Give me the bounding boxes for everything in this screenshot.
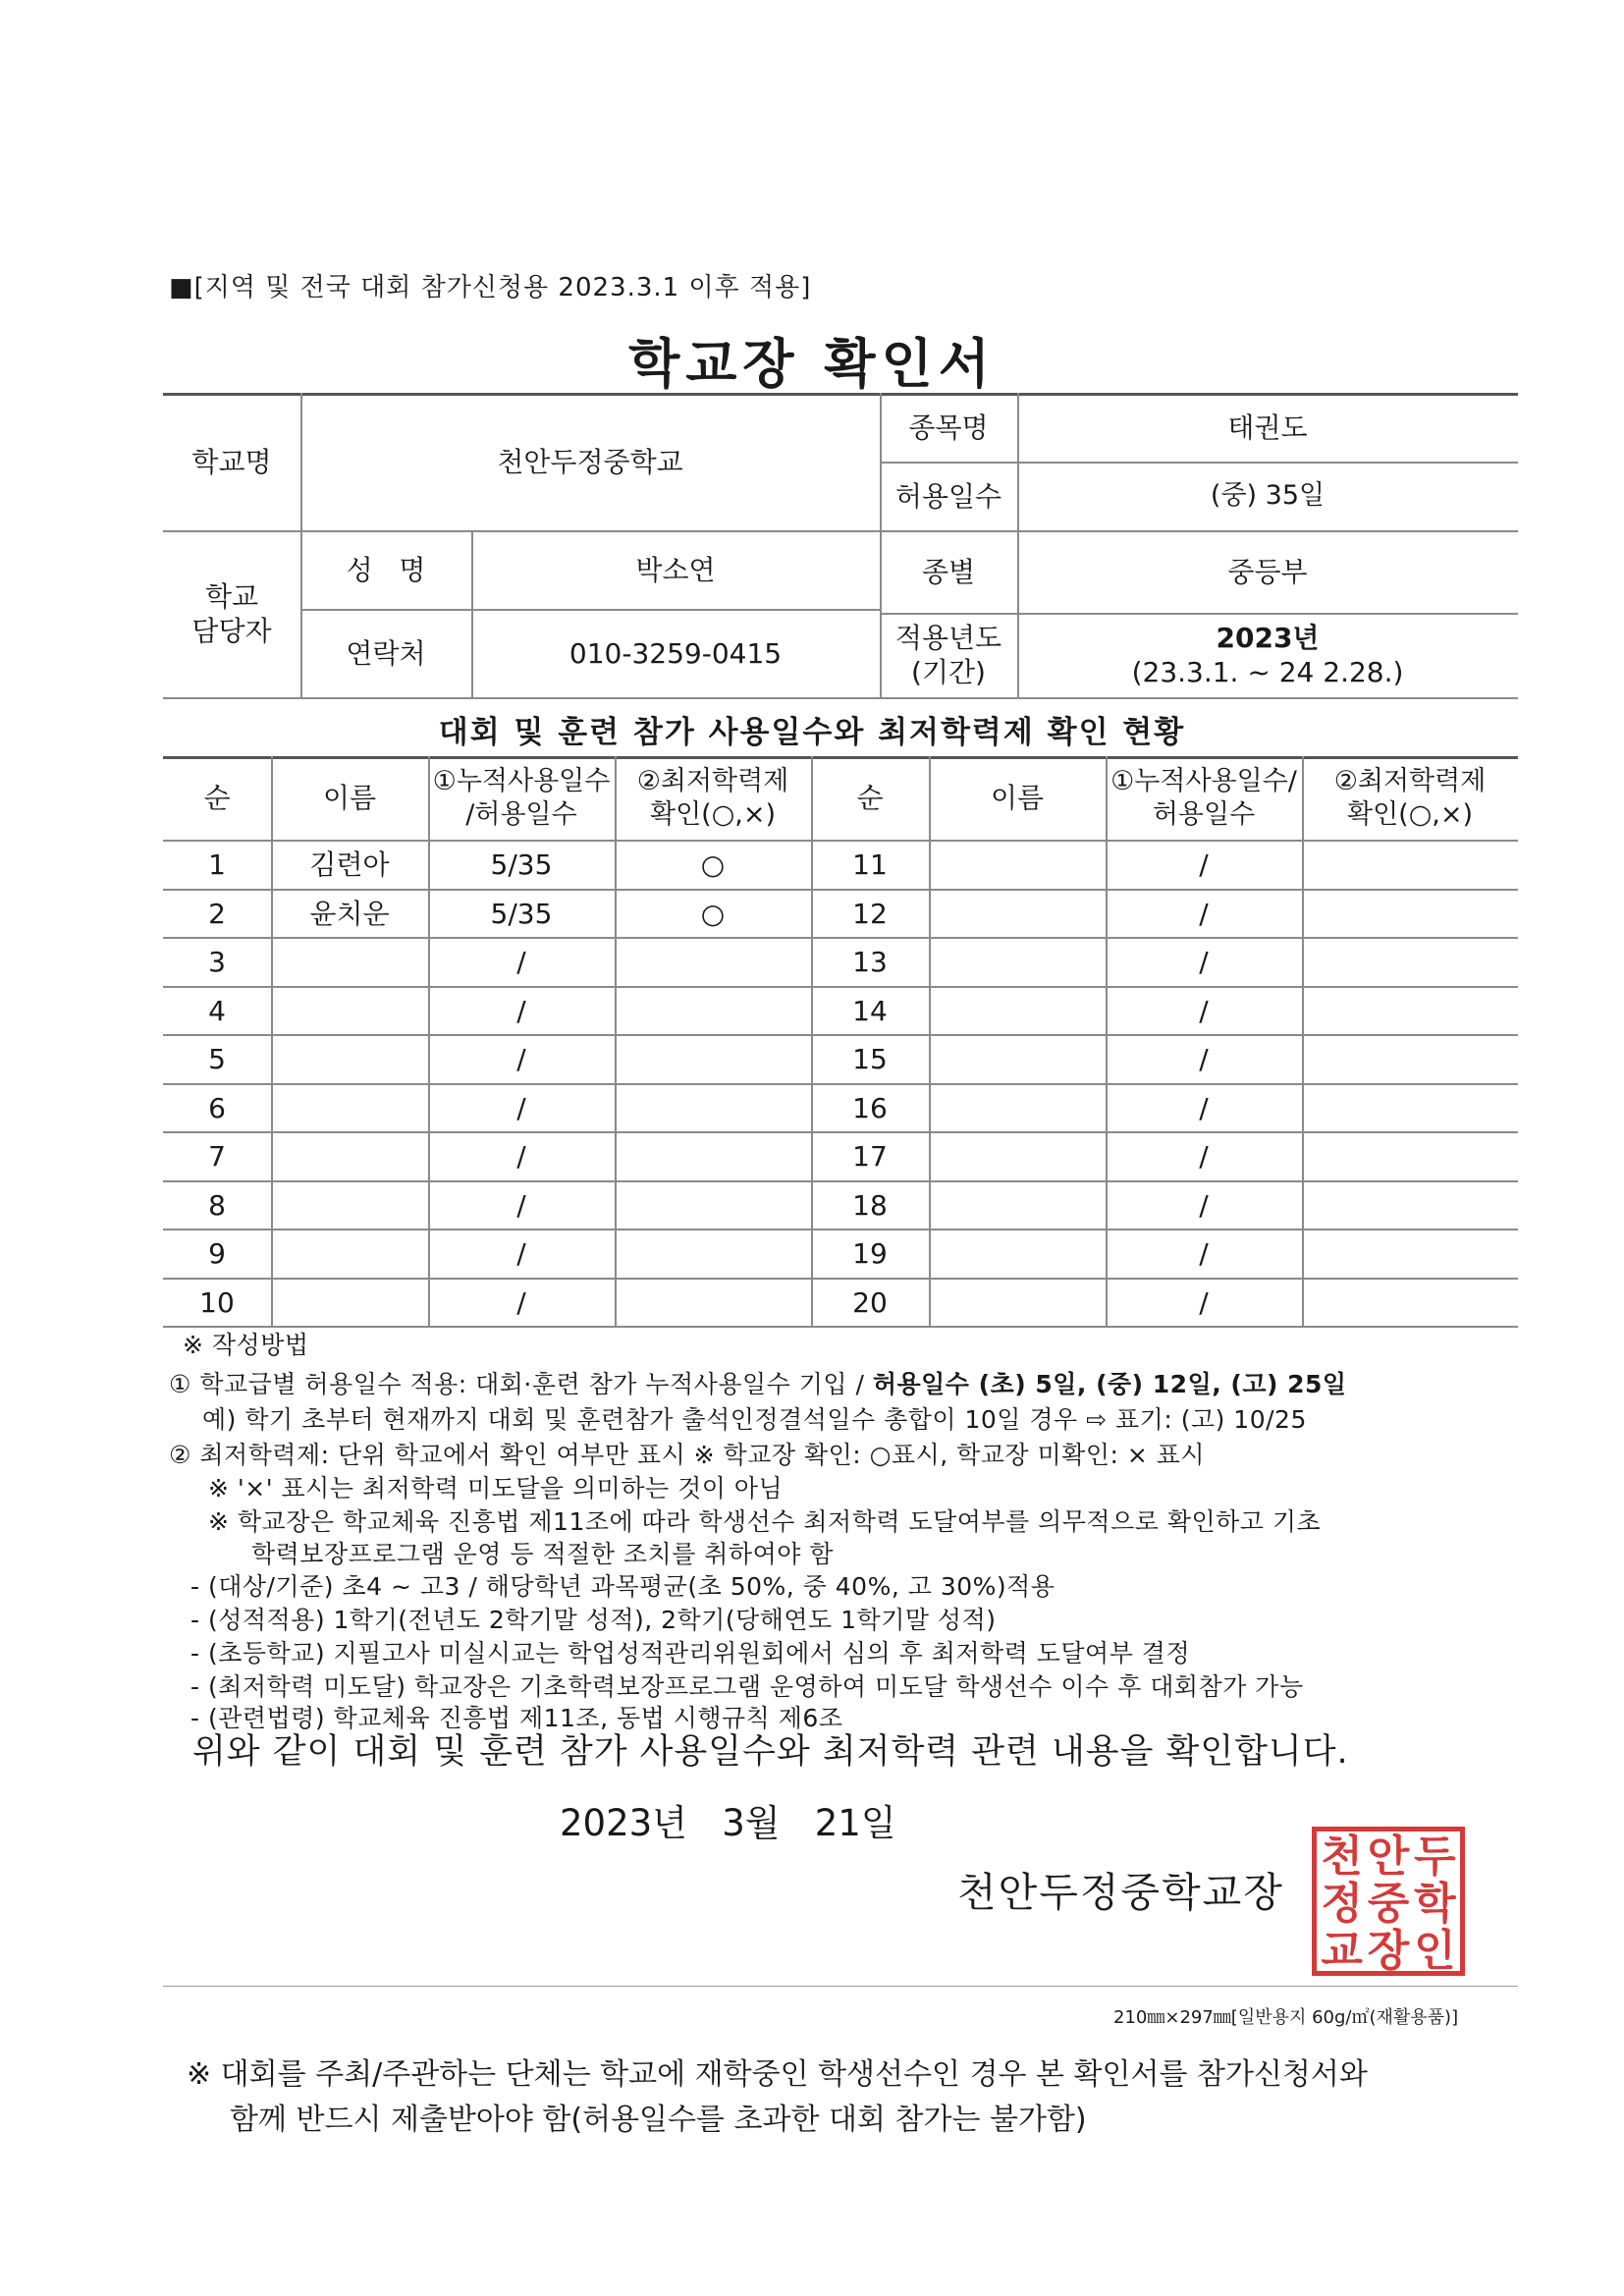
row-no: 6 xyxy=(208,1091,226,1124)
seal-glyph: 교 xyxy=(1321,1926,1363,1976)
notes-heading: ※ 작성방법 xyxy=(183,1331,309,1359)
header-check-left-line-2: 확인(○,×) xyxy=(650,798,776,830)
row-days: / xyxy=(516,994,526,1027)
row-days-right: / xyxy=(1199,897,1209,930)
row-name xyxy=(271,1180,428,1230)
row-check-right xyxy=(1302,889,1518,938)
row-name xyxy=(271,937,428,986)
header-days-right-line-2: 허용일수 xyxy=(1152,798,1256,830)
row-days-right: / xyxy=(1199,1188,1209,1222)
row-days: 5/35 xyxy=(490,897,553,930)
row-days-right: / xyxy=(1199,1285,1209,1319)
manager-name-label: 성 명 xyxy=(346,553,426,586)
row-name-right xyxy=(929,889,1106,938)
row-check: ○ xyxy=(700,897,726,930)
row-check-right xyxy=(1302,1131,1518,1180)
row-name xyxy=(271,1278,428,1327)
year-label-line-2: (기간) xyxy=(911,656,986,688)
year-label-line-1: 적용년도 xyxy=(894,622,1002,654)
detail-5: - (관련법령) 학교체육 진흥법 제11조, 동법 시행규칙 제6조 xyxy=(190,1704,843,1732)
header-days-left-line-1: ①누적사용일수 xyxy=(432,765,611,796)
row-name-right xyxy=(929,1180,1106,1230)
row-days-right: / xyxy=(1199,945,1209,978)
row-no: 5 xyxy=(208,1042,226,1075)
official-seal-stamp xyxy=(1312,1827,1465,1976)
seal-glyph: 안 xyxy=(1367,1831,1410,1882)
note-2: ② 최저학력제: 단위 학교에서 확인 여부만 표시 ※ 학교장 확인: ○표시, 학교장 미확인: × 표시 xyxy=(169,1441,1206,1469)
row-days: / xyxy=(516,1188,526,1222)
header-check-right-line-1: ②최저학력제 xyxy=(1333,765,1487,796)
row-check-right xyxy=(1302,1083,1518,1132)
row-name-right xyxy=(929,1229,1106,1278)
row-no-right: 17 xyxy=(852,1139,888,1173)
row-check-right xyxy=(1302,840,1518,889)
row-days: 5/35 xyxy=(490,847,553,881)
row-no-right: 12 xyxy=(852,897,888,930)
header-check-right xyxy=(1302,756,1518,840)
detail-2: - (성적적용) 1학기(전년도 2학기말 성적), 2학기(당해연도 1학기말 성적) xyxy=(190,1606,997,1634)
seal-glyph: 중 xyxy=(1367,1879,1410,1929)
note-1 xyxy=(169,1365,1347,1400)
row-check xyxy=(615,1083,811,1132)
school-name-value: 천안두정중학교 xyxy=(497,445,683,478)
principal-signature: 천안두정중학교장 xyxy=(957,1869,1284,1916)
row-check xyxy=(615,986,811,1035)
manager-label xyxy=(163,530,300,697)
row-no-right: 16 xyxy=(852,1091,888,1124)
issue-date: 2023년 3월 21일 xyxy=(560,1802,896,1844)
row-days-right: / xyxy=(1199,994,1209,1027)
row-no: 10 xyxy=(199,1285,235,1319)
note-1-text: ① 학교급별 허용일수 적용: 대회·훈련 참가 누적사용일수 기입 / xyxy=(169,1370,873,1398)
row-days-right: / xyxy=(1199,1042,1209,1075)
note-2-sub-2: ※ 학교장은 학교체육 진흥법 제11조에 따라 학생선수 최저학력 도달여부를 의무적으로 확인하고 기초 xyxy=(208,1507,1322,1536)
row-name xyxy=(271,986,428,1035)
detail-3: - (초등학교) 지필고사 미실시교는 학업성적관리위원회에서 심의 후 최저학력 도달여부 결정 xyxy=(190,1639,1191,1667)
row-no: 3 xyxy=(208,945,226,978)
note-1-example: 예) 학기 초부터 현재까지 대회 및 훈련참가 출석인정결석일수 총합이 10일 경우 ⇨ 표기: (고) 10/25 xyxy=(202,1405,1307,1434)
header-check-left xyxy=(615,756,811,840)
header-days-right-line-1: ①누적사용일수/ xyxy=(1110,765,1297,796)
year-value-line-1: 2023년 xyxy=(1216,622,1320,654)
division-value: 중등부 xyxy=(1227,555,1308,588)
row-check-right xyxy=(1302,1278,1518,1327)
seal-glyph: 학 xyxy=(1414,1879,1456,1929)
detail-1: - (대상/기준) 초4 ~ 고3 / 해당학년 과목평균(초 50%, 중 40%, 고 30%)적용 xyxy=(190,1572,1056,1601)
row-days-right: / xyxy=(1199,1139,1209,1173)
row-name-right xyxy=(929,937,1106,986)
row-no: 1 xyxy=(208,847,226,881)
row-name xyxy=(271,1034,428,1083)
header-days-left-line-2: /허용일수 xyxy=(465,798,577,830)
row-name-right xyxy=(929,840,1106,889)
row-no-right: 15 xyxy=(852,1042,888,1075)
row-no: 2 xyxy=(208,897,226,930)
header-note: ■[지역 및 전국 대회 참가신청용 2023.3.1 이후 적용] xyxy=(169,273,812,302)
row-no: 7 xyxy=(208,1139,226,1173)
note-2-sub-1: ※ '×' 표시는 최저학력 미도달을 의미하는 것이 아님 xyxy=(208,1474,784,1503)
seal-glyph: 정 xyxy=(1321,1879,1363,1929)
row-name-right xyxy=(929,986,1106,1035)
row-days: / xyxy=(516,1236,526,1270)
row-days-right: / xyxy=(1199,1236,1209,1270)
seal-glyph: 두 xyxy=(1414,1831,1456,1882)
header-no: 순 xyxy=(203,782,231,814)
seal-glyph: 인 xyxy=(1414,1926,1456,1976)
row-check xyxy=(615,1229,811,1278)
section-title: 대회 및 훈련 참가 사용일수와 최저학력제 확인 현황 xyxy=(438,715,1186,750)
row-days: / xyxy=(516,1285,526,1319)
event-label: 종목명 xyxy=(908,410,989,444)
year-value-line-2: (23.3.1. ~ 24 2.28.) xyxy=(1131,656,1404,688)
row-name-right xyxy=(929,1278,1106,1327)
row-name xyxy=(271,1083,428,1132)
row-days: / xyxy=(516,1042,526,1075)
row-no: 4 xyxy=(208,994,226,1027)
row-days: / xyxy=(516,1139,526,1173)
row-no-right: 18 xyxy=(852,1188,888,1222)
row-no-right: 14 xyxy=(852,994,888,1027)
row-check-right xyxy=(1302,1180,1518,1230)
manager-label-line-1: 학교 xyxy=(204,580,259,613)
event-value: 태권도 xyxy=(1227,410,1308,444)
manager-label-line-2: 담당자 xyxy=(191,615,272,647)
division-label: 종별 xyxy=(921,555,976,588)
year-value xyxy=(1017,613,1518,697)
row-days: / xyxy=(516,1091,526,1124)
row-no: 9 xyxy=(208,1236,226,1270)
header-name: 이름 xyxy=(322,782,377,814)
row-check: ○ xyxy=(700,847,726,881)
row-no-right: 19 xyxy=(852,1236,888,1270)
contact-label: 연락처 xyxy=(346,636,426,670)
document-title: 학교장 확인서 xyxy=(628,333,996,395)
row-check xyxy=(615,1131,811,1180)
header-check-right-line-2: 확인(○,×) xyxy=(1347,798,1473,830)
contact-value: 010-3259-0415 xyxy=(568,636,783,670)
row-check-right xyxy=(1302,1034,1518,1083)
row-days-right: / xyxy=(1199,1091,1209,1124)
school-name-label: 학교명 xyxy=(191,445,272,478)
year-label xyxy=(880,613,1017,697)
note-2-sub-3: 학력보장프로그램 운영 등 적절한 조치를 취하여야 함 xyxy=(251,1540,834,1568)
row-name xyxy=(271,1131,428,1180)
row-name: 윤치운 xyxy=(309,897,390,930)
row-no-right: 13 xyxy=(852,945,888,978)
header-days-left xyxy=(428,756,615,840)
allowed-days-label: 허용일수 xyxy=(894,479,1002,513)
row-name: 김련아 xyxy=(309,847,390,881)
allowed-days-value: (중) 35일 xyxy=(1210,480,1326,512)
paper-spec: 210㎜×297㎜[일반용지 60g/㎡(재활용품)] xyxy=(1113,2007,1459,2028)
header-check-left-line-1: ②최저학력제 xyxy=(636,765,789,796)
manager-name-value: 박소연 xyxy=(635,553,716,586)
footnote-line-2: 함께 반드시 제출받아야 함(허용일수를 초과한 대회 참가는 불가함) xyxy=(230,2103,1087,2137)
row-days: / xyxy=(516,945,526,978)
footnote xyxy=(187,2052,1368,2143)
row-check xyxy=(615,1034,811,1083)
header-no-right: 순 xyxy=(856,782,884,814)
header-days-right xyxy=(1106,756,1302,840)
row-no-right: 20 xyxy=(852,1285,888,1319)
row-days-right: / xyxy=(1199,847,1209,881)
detail-4: - (최저학력 미도달) 학교장은 기초학력보장프로그램 운영하여 미도달 학생선수 이수 후 대회참가 가능 xyxy=(190,1672,1304,1701)
seal-glyph: 장 xyxy=(1367,1926,1410,1976)
row-check-right xyxy=(1302,986,1518,1035)
row-name-right xyxy=(929,1034,1106,1083)
footnote-line-1: ※ 대회를 주최/주관하는 단체는 학교에 재학중인 학생선수인 경우 본 확인서를 참가신청서와 xyxy=(187,2057,1368,2092)
row-check xyxy=(615,1278,811,1327)
row-no-right: 11 xyxy=(852,847,888,881)
row-no: 8 xyxy=(208,1188,226,1222)
row-name-right xyxy=(929,1131,1106,1180)
seal-glyph: 천 xyxy=(1321,1831,1363,1882)
row-name xyxy=(271,1229,428,1278)
row-check xyxy=(615,937,811,986)
row-check xyxy=(615,1180,811,1230)
row-name-right xyxy=(929,1083,1106,1132)
header-name-right: 이름 xyxy=(990,782,1045,814)
row-check-right xyxy=(1302,937,1518,986)
note-1-bold: 허용일수 (초) 5일, (중) 12일, (고) 25일 xyxy=(872,1370,1347,1398)
confirmation-statement: 위와 같이 대회 및 훈련 참가 사용일수와 최저학력 관련 내용을 확인합니다. xyxy=(192,1732,1349,1772)
row-check-right xyxy=(1302,1229,1518,1278)
